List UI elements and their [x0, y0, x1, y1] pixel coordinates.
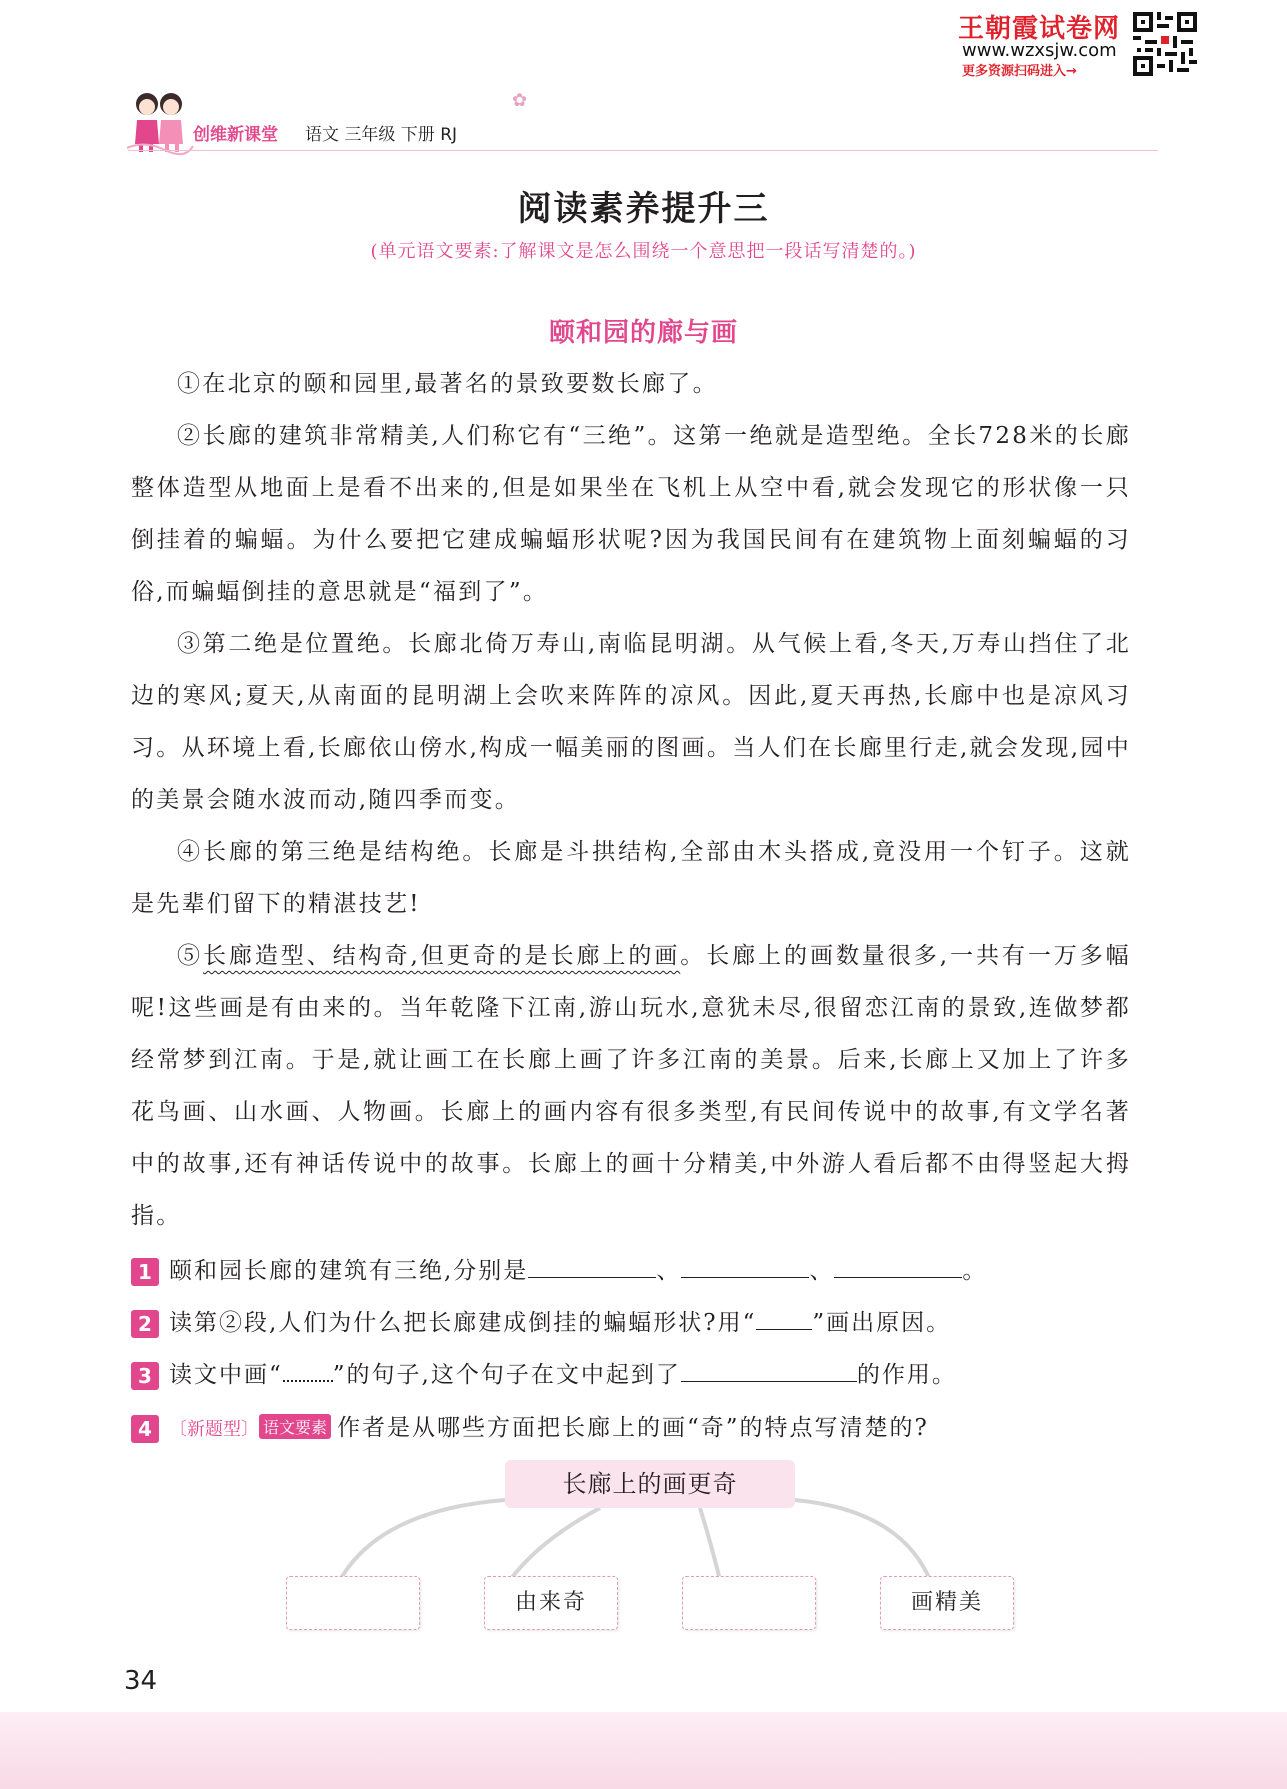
wavy-symbol	[283, 1364, 333, 1382]
paragraph-5-rest: 。长廊上的画数量很多,一共有一万多幅呢!这些画是有由来的。当年乾隆下江南,游山玩水,意犹未尽,很留恋江南的景致,连做梦都经常梦到江南。于是,就让画工在长廊上画了许多江南的美景。后来,长廊上又加上了许多花鸟画、山水画、人物画。长廊上的画内容有很多类型,有民间传说中的故事,有文学名著中的故事,还有神话传说中的故事。长廊上的画十分精美,中外游人看后都不由得竖起大拇指。	[131, 943, 1131, 1229]
question-text: 读文中画“	[169, 1362, 283, 1388]
kids-mascot-icon	[125, 86, 195, 156]
course-info: 语文 三年级 下册 RJ	[305, 125, 458, 145]
diagram-answer-box[interactable]	[682, 1576, 816, 1630]
header-divider	[128, 150, 1158, 151]
diagram-answer-box[interactable]	[286, 1576, 420, 1630]
paragraph-4: ④长廊的第三绝是结构绝。长廊是斗拱结构,全部由木头搭成,竟没用一个钉子。这就是先辈们留下的精湛技艺!	[131, 839, 1131, 917]
question-text-3: 的作用。	[856, 1362, 957, 1388]
question-3	[131, 1356, 1161, 1390]
watermark-title: 王朝霞试卷网	[958, 14, 1121, 44]
footer-band	[0, 1712, 1287, 1789]
watermark-tip: 更多资源扫码进入→	[962, 64, 1077, 79]
question-4	[131, 1409, 1161, 1443]
question-text: 作者是从哪些方面把长廊上的画“奇”的特点写清楚的?	[337, 1415, 929, 1441]
watermark-url: www.wzxsjw.com	[962, 40, 1117, 61]
page-number: 34	[124, 1666, 158, 1696]
answer-blank[interactable]	[681, 1255, 809, 1278]
separator: 、	[656, 1258, 682, 1284]
paragraph-5-number: ⑤	[177, 943, 203, 969]
answer-blank[interactable]	[528, 1255, 656, 1278]
underline-symbol	[756, 1307, 812, 1330]
unit-requirement-note: (单元语文要素:了解课文是怎么围绕一个意思把一段话写清楚的。)	[370, 241, 917, 262]
question-text: 颐和园长廊的建筑有三绝,分别是	[169, 1258, 529, 1284]
paragraph-1: ①在北京的颐和园里,最著名的景致要数长廊了。	[177, 371, 718, 397]
answer-blank[interactable]	[681, 1359, 857, 1382]
question-1	[131, 1252, 1161, 1286]
paragraph-5	[131, 930, 1131, 1242]
question-2	[131, 1304, 1161, 1338]
question-number: 2	[131, 1310, 159, 1338]
question-text: 读第②段,人们为什么把长廊建成倒挂的蝙蝠形状?用“	[169, 1310, 757, 1336]
diagram-box-origin: 由来奇	[484, 1576, 618, 1630]
question-text-2: ”画出原因。	[812, 1310, 952, 1336]
mind-map-diagram	[270, 1460, 1030, 1640]
language-element-tag: 语文要素	[259, 1414, 331, 1439]
answer-blank[interactable]	[834, 1255, 962, 1278]
diagram-box-fine-painting: 画精美	[880, 1576, 1014, 1630]
paragraph-2: ②长廊的建筑非常精美,人们称它有“三绝”。这第一绝就是造型绝。全长728米的长廊整体造型从地面上是看不出来的,但是如果坐在飞机上从空中看,就会发现它的形状像一只倒挂着的蝙蝠。为什么要把它建成蝙蝠形状呢?因为我国民间有在建筑物上面刻蝙蝠的习俗,而蝙蝠倒挂的意思就是“福到了”。	[131, 423, 1131, 605]
wavy-underlined-sentence: 长廊造型、结构奇,但更奇的是长廊上的画	[202, 943, 681, 969]
question-number: 1	[131, 1258, 159, 1286]
qr-code-icon	[1133, 12, 1197, 76]
paragraph-3: ③第二绝是位置绝。长廊北倚万寿山,南临昆明湖。从气候上看,冬天,万寿山挡住了北边的寒风;夏天,从南面的昆明湖上会吹来阵阵的凉风。因此,夏天再热,长廊中也是凉风习习。从环境上看,长廊依山傍水,构成一幅美丽的图画。当人们在长廊里行走,就会发现,园中的美景会随水波而动,随四季而变。	[131, 631, 1131, 813]
question-text-2: ”的句子,这个句子在文中起到了	[332, 1362, 681, 1388]
series-name: 创维新课堂	[193, 125, 278, 145]
question-end: 。	[962, 1258, 988, 1284]
new-question-type-tag: 〔新题型〕	[169, 1419, 259, 1440]
sparkle-icon: ✿	[512, 90, 528, 111]
question-number: 4	[131, 1415, 159, 1443]
article-body	[131, 358, 1131, 1242]
article-title: 颐和园的廊与画	[548, 318, 738, 348]
separator: 、	[809, 1258, 835, 1284]
question-number: 3	[131, 1362, 159, 1390]
diagram-root: 长廊上的画更奇	[505, 1460, 795, 1508]
page-title: 阅读素养提升三	[517, 189, 770, 229]
